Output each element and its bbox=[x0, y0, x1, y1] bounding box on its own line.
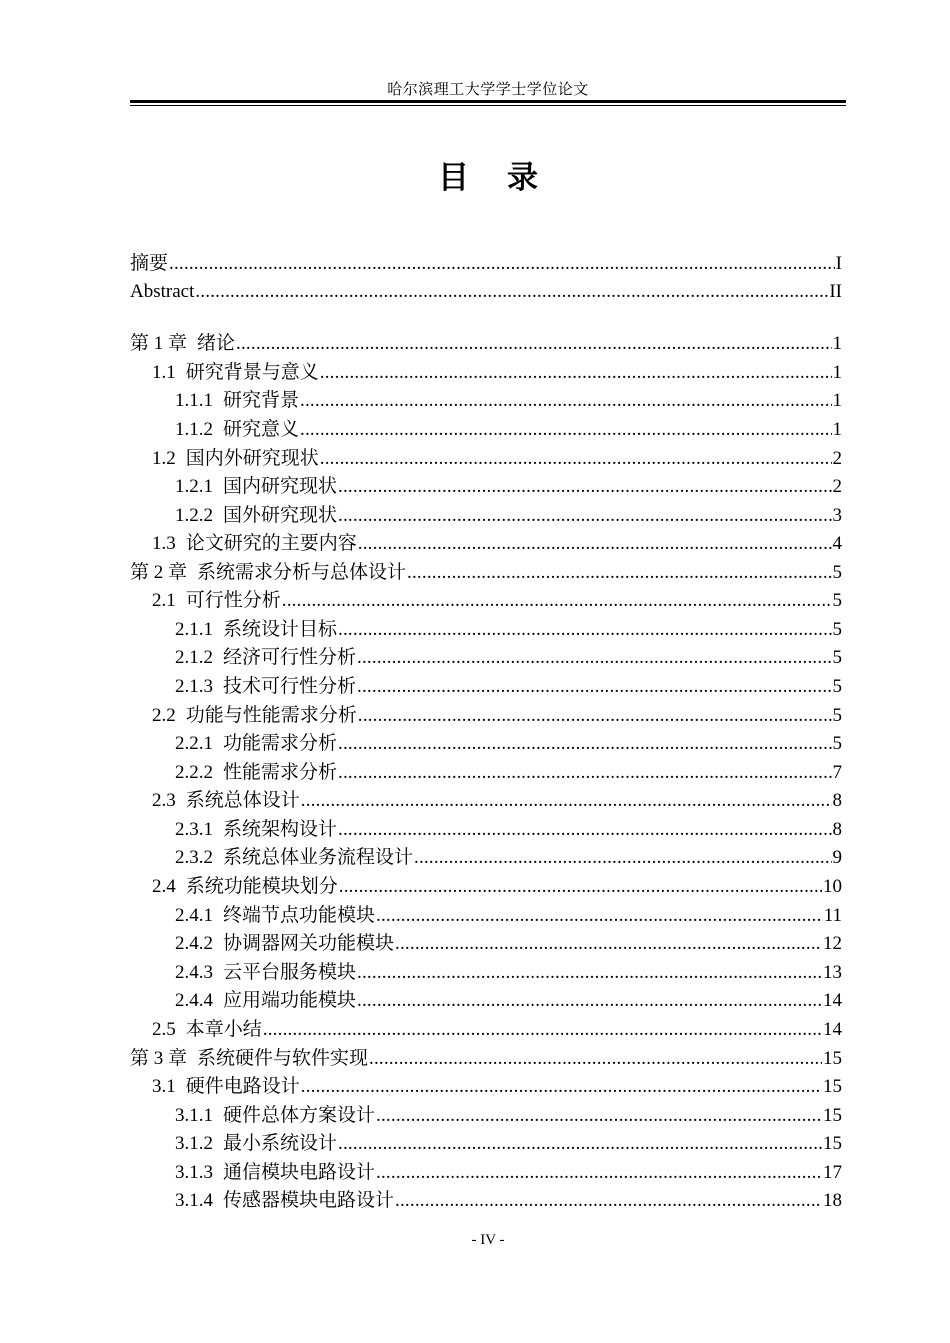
title-char-2: 录 bbox=[507, 160, 538, 196]
toc-dot-leader bbox=[407, 559, 831, 587]
toc-dot-leader bbox=[357, 673, 831, 701]
toc-entry-text bbox=[130, 1045, 368, 1073]
toc-entry-label: 可行性分析 bbox=[185, 590, 281, 611]
toc-entry-text bbox=[152, 1016, 262, 1044]
toc-dot-leader bbox=[301, 1073, 822, 1101]
toc-entry-text bbox=[175, 387, 299, 415]
toc-dot-leader bbox=[338, 1130, 822, 1158]
toc-entry[interactable] bbox=[130, 673, 842, 701]
toc-dot-leader bbox=[414, 844, 831, 872]
toc-entry-number: 3.1 bbox=[152, 1076, 176, 1097]
toc-dot-leader bbox=[338, 502, 831, 530]
toc-entry-label: 摘要 bbox=[130, 253, 169, 274]
toc-entry-page: 2 bbox=[832, 476, 842, 497]
toc-entry-label: 国内研究现状 bbox=[223, 476, 338, 497]
toc-entry[interactable] bbox=[130, 559, 842, 587]
toc-entry-label: 终端节点功能模块 bbox=[223, 905, 376, 926]
toc-entry-text bbox=[152, 359, 319, 387]
toc-entry-number: 1.1.1 bbox=[175, 390, 213, 411]
toc-dot-leader bbox=[357, 987, 822, 1015]
toc-entry-text bbox=[175, 473, 337, 501]
toc-entry-label: 研究意义 bbox=[223, 419, 300, 440]
toc-entry-label: 性能需求分析 bbox=[223, 762, 338, 783]
toc-entry[interactable] bbox=[130, 416, 842, 444]
toc-entry-text bbox=[175, 644, 356, 672]
toc-entry-label: 系统设计目标 bbox=[223, 619, 338, 640]
toc-entry-number: 2.4.3 bbox=[175, 962, 213, 983]
toc-entry-number: 2.1.3 bbox=[175, 676, 213, 697]
toc-entry[interactable] bbox=[130, 473, 842, 501]
toc-entry[interactable] bbox=[130, 702, 842, 730]
toc-entry-number: 第 2 章 bbox=[130, 562, 188, 583]
toc-entry-page: 14 bbox=[823, 990, 842, 1011]
toc-entry-label: Abstract bbox=[130, 281, 195, 302]
toc-entry-page: 11 bbox=[823, 905, 842, 926]
toc-entry-number: 第 1 章 bbox=[130, 333, 188, 354]
toc-entry-number: 2.4 bbox=[152, 876, 176, 897]
header-rule-thin bbox=[130, 105, 846, 106]
toc-dot-leader bbox=[320, 359, 832, 387]
toc-entry[interactable] bbox=[130, 787, 842, 815]
toc-entry-number: 1.1 bbox=[152, 362, 176, 383]
toc-entry-page: 5 bbox=[832, 647, 842, 668]
toc-entry[interactable] bbox=[130, 502, 842, 530]
toc-entry-page: 14 bbox=[823, 1019, 842, 1040]
toc-entry-text bbox=[175, 759, 337, 787]
toc-entry-text bbox=[152, 787, 300, 815]
toc-dot-leader bbox=[300, 416, 831, 444]
toc-dot-leader bbox=[236, 330, 831, 358]
toc-entry-page: 5 bbox=[832, 676, 842, 697]
toc-entry-label: 功能与性能需求分析 bbox=[185, 705, 357, 726]
toc-entry-label: 硬件总体方案设计 bbox=[223, 1105, 376, 1126]
toc-entry[interactable] bbox=[130, 278, 842, 306]
page-number: - IV - bbox=[471, 1232, 505, 1248]
toc-entry[interactable] bbox=[130, 930, 842, 958]
toc-entry-number: 2.4.2 bbox=[175, 933, 213, 954]
toc-dot-leader bbox=[358, 702, 832, 730]
toc-entry[interactable] bbox=[130, 816, 842, 844]
running-header: 哈尔滨理工大学学士学位论文 bbox=[387, 82, 589, 98]
toc-dot-leader bbox=[369, 1045, 822, 1073]
toc-entry-page: 5 bbox=[832, 619, 842, 640]
toc-entry-number: 1.2.1 bbox=[175, 476, 213, 497]
toc-entry[interactable] bbox=[130, 250, 842, 278]
toc-entry-label: 硬件电路设计 bbox=[185, 1076, 300, 1097]
toc-entry-text bbox=[175, 902, 375, 930]
toc-entry-number: 3.1.1 bbox=[175, 1105, 213, 1126]
toc-dot-leader bbox=[376, 1102, 822, 1130]
toc-entry-text bbox=[175, 1187, 394, 1215]
toc-entry-page: 9 bbox=[832, 847, 842, 868]
toc-dot-leader bbox=[357, 644, 831, 672]
toc-dot-leader bbox=[282, 587, 832, 615]
toc-entry[interactable] bbox=[130, 587, 842, 615]
toc-entry-number: 2.1 bbox=[152, 590, 176, 611]
toc-entry-page: 8 bbox=[832, 790, 842, 811]
toc-entry[interactable] bbox=[130, 644, 842, 672]
toc-entry-number: 2.1.2 bbox=[175, 647, 213, 668]
page-title bbox=[130, 152, 846, 197]
toc-entry-number: 2.2 bbox=[152, 705, 176, 726]
toc-entry-page: 13 bbox=[823, 962, 842, 983]
toc-entry-text bbox=[152, 873, 338, 901]
toc-dot-leader bbox=[395, 1187, 822, 1215]
toc-entry[interactable] bbox=[130, 844, 842, 872]
toc-entry-page: 1 bbox=[832, 362, 842, 383]
toc-entry-page: 12 bbox=[823, 933, 842, 954]
toc-entry-label: 功能需求分析 bbox=[223, 733, 338, 754]
toc-entry[interactable] bbox=[130, 873, 842, 901]
toc-entry-text bbox=[152, 1073, 300, 1101]
toc-entry-page: 7 bbox=[832, 762, 842, 783]
toc-entry-text bbox=[130, 330, 235, 358]
toc-entry-text bbox=[152, 587, 281, 615]
toc-dot-leader bbox=[338, 816, 831, 844]
toc-entry-number: 2.1.1 bbox=[175, 619, 213, 640]
toc-entry-text bbox=[175, 1159, 375, 1187]
toc-entry[interactable] bbox=[130, 1045, 842, 1073]
toc-entry-number: 3.1.4 bbox=[175, 1190, 213, 1211]
toc-entry[interactable] bbox=[130, 1159, 842, 1187]
toc-dot-leader bbox=[338, 473, 831, 501]
toc-entry-label: 系统总体设计 bbox=[185, 790, 300, 811]
toc-entry-text bbox=[152, 530, 357, 558]
toc-entry-text bbox=[130, 278, 194, 306]
toc-entry-label: 系统需求分析与总体设计 bbox=[197, 562, 407, 583]
toc-entry-number: 1.1.2 bbox=[175, 419, 213, 440]
toc-entry-page: 15 bbox=[823, 1076, 842, 1097]
toc-entry[interactable] bbox=[130, 359, 842, 387]
toc-entry-number: 2.4.4 bbox=[175, 990, 213, 1011]
toc-entry[interactable] bbox=[130, 1073, 842, 1101]
toc-dot-leader bbox=[338, 616, 831, 644]
toc-entry-label: 国内外研究现状 bbox=[185, 448, 319, 469]
toc-entry-text bbox=[152, 702, 357, 730]
toc-entry-page: 5 bbox=[832, 705, 842, 726]
toc-entry-number: 2.3 bbox=[152, 790, 176, 811]
toc-entry-page: 3 bbox=[832, 505, 842, 526]
toc-entry-label: 系统硬件与软件实现 bbox=[197, 1048, 369, 1069]
toc-dot-leader bbox=[376, 902, 823, 930]
toc-dot-leader bbox=[300, 387, 831, 415]
toc-entry[interactable] bbox=[130, 1016, 842, 1044]
toc-entry-text bbox=[152, 445, 319, 473]
toc-entry-text bbox=[175, 930, 394, 958]
toc-entry-page: 1 bbox=[832, 419, 842, 440]
toc-entry[interactable] bbox=[130, 616, 842, 644]
toc-dot-leader bbox=[357, 959, 822, 987]
toc-entry-label: 应用端功能模块 bbox=[223, 990, 357, 1011]
toc-entry[interactable] bbox=[130, 759, 842, 787]
toc-entry[interactable] bbox=[130, 387, 842, 415]
toc-entry-number: 2.2.2 bbox=[175, 762, 213, 783]
toc-entry-label: 系统总体业务流程设计 bbox=[223, 847, 414, 868]
toc-entry-page: 10 bbox=[823, 876, 842, 897]
toc-entry-label: 云平台服务模块 bbox=[223, 962, 357, 983]
toc-entry[interactable] bbox=[130, 1130, 842, 1158]
toc-entry-label: 技术可行性分析 bbox=[223, 676, 357, 697]
toc-dot-leader bbox=[263, 1016, 822, 1044]
toc-dot-leader bbox=[320, 445, 832, 473]
toc-dot-leader bbox=[195, 278, 828, 306]
toc-entry-page: 1 bbox=[832, 390, 842, 411]
toc-entry-label: 协调器网关功能模块 bbox=[223, 933, 395, 954]
toc-entry-number: 1.2 bbox=[152, 448, 176, 469]
toc-dot-leader bbox=[395, 930, 822, 958]
toc-entry[interactable] bbox=[130, 1102, 842, 1130]
toc-entry-page: 15 bbox=[823, 1048, 842, 1069]
toc-entry-number: 2.5 bbox=[152, 1019, 176, 1040]
toc-entry[interactable] bbox=[130, 902, 842, 930]
toc-entry[interactable] bbox=[130, 987, 842, 1015]
toc-entry[interactable] bbox=[130, 730, 842, 758]
toc-entry-label: 经济可行性分析 bbox=[223, 647, 357, 668]
toc-entry-text bbox=[175, 816, 337, 844]
toc-entry-text bbox=[175, 502, 337, 530]
toc-entry-number: 2.2.1 bbox=[175, 733, 213, 754]
toc-entry-number: 3.1.2 bbox=[175, 1133, 213, 1154]
toc-dot-leader bbox=[338, 730, 831, 758]
toc-dot-leader bbox=[301, 787, 832, 815]
toc-dot-leader bbox=[358, 530, 832, 558]
toc-entry-page: 5 bbox=[832, 562, 842, 583]
toc-entry-number: 2.4.1 bbox=[175, 905, 213, 926]
toc-entry-label: 系统架构设计 bbox=[223, 819, 338, 840]
toc-entry[interactable] bbox=[130, 959, 842, 987]
toc-entry-label: 传感器模块电路设计 bbox=[223, 1190, 395, 1211]
toc-entry-text bbox=[130, 559, 406, 587]
toc-entry-page: 4 bbox=[832, 533, 842, 554]
toc-dot-leader bbox=[338, 759, 831, 787]
toc-entry-text bbox=[175, 416, 299, 444]
toc-dot-leader bbox=[339, 873, 822, 901]
toc-entry-page: 8 bbox=[832, 819, 842, 840]
toc-entry-page: 5 bbox=[832, 733, 842, 754]
toc-entry-label: 论文研究的主要内容 bbox=[185, 533, 357, 554]
toc-entry-number: 第 3 章 bbox=[130, 1048, 188, 1069]
toc-entry-text bbox=[175, 673, 356, 701]
toc-entry-page: I bbox=[835, 253, 842, 274]
toc-entry[interactable] bbox=[130, 330, 842, 358]
toc-entry-label: 最小系统设计 bbox=[223, 1133, 338, 1154]
toc-entry-text bbox=[175, 1130, 337, 1158]
toc-entry-number: 2.3.2 bbox=[175, 847, 213, 868]
toc-entry[interactable] bbox=[130, 530, 842, 558]
toc-entry-text bbox=[175, 730, 337, 758]
toc-entry-page: II bbox=[829, 281, 842, 302]
toc-entry-text bbox=[175, 616, 337, 644]
toc-entry-text bbox=[175, 1102, 375, 1130]
toc-entry-page: 18 bbox=[823, 1190, 842, 1211]
toc-entry-page: 2 bbox=[832, 448, 842, 469]
toc-entry-text bbox=[175, 959, 356, 987]
toc-entry-number: 1.2.2 bbox=[175, 505, 213, 526]
toc-entry-text bbox=[175, 987, 356, 1015]
toc-entry-text bbox=[175, 844, 413, 872]
toc-entry-label: 本章小结 bbox=[185, 1019, 262, 1040]
toc-entry-label: 绪论 bbox=[197, 333, 236, 354]
toc-entry-page: 17 bbox=[823, 1162, 842, 1183]
toc-entry-number: 2.3.1 bbox=[175, 819, 213, 840]
toc-entry-page: 5 bbox=[832, 590, 842, 611]
toc-entry-label: 国外研究现状 bbox=[223, 505, 338, 526]
toc-entry-number: 1.3 bbox=[152, 533, 176, 554]
toc-entry-page: 15 bbox=[823, 1133, 842, 1154]
toc-entry-text bbox=[130, 250, 168, 278]
toc-entry[interactable] bbox=[130, 445, 842, 473]
toc-dot-leader bbox=[376, 1159, 822, 1187]
title-char-1: 目 bbox=[438, 160, 469, 196]
toc-entry-label: 研究背景与意义 bbox=[185, 362, 319, 383]
toc-entry-page: 15 bbox=[823, 1105, 842, 1126]
toc-entry-number: 3.1.3 bbox=[175, 1162, 213, 1183]
toc-entry-page: 1 bbox=[832, 333, 842, 354]
toc-entry-label: 通信模块电路设计 bbox=[223, 1162, 376, 1183]
toc-entry[interactable] bbox=[130, 1187, 842, 1215]
toc-entry-label: 系统功能模块划分 bbox=[185, 876, 338, 897]
toc-entry-label: 研究背景 bbox=[223, 390, 300, 411]
header-rule-thick bbox=[130, 100, 846, 103]
toc-dot-leader bbox=[169, 250, 835, 278]
